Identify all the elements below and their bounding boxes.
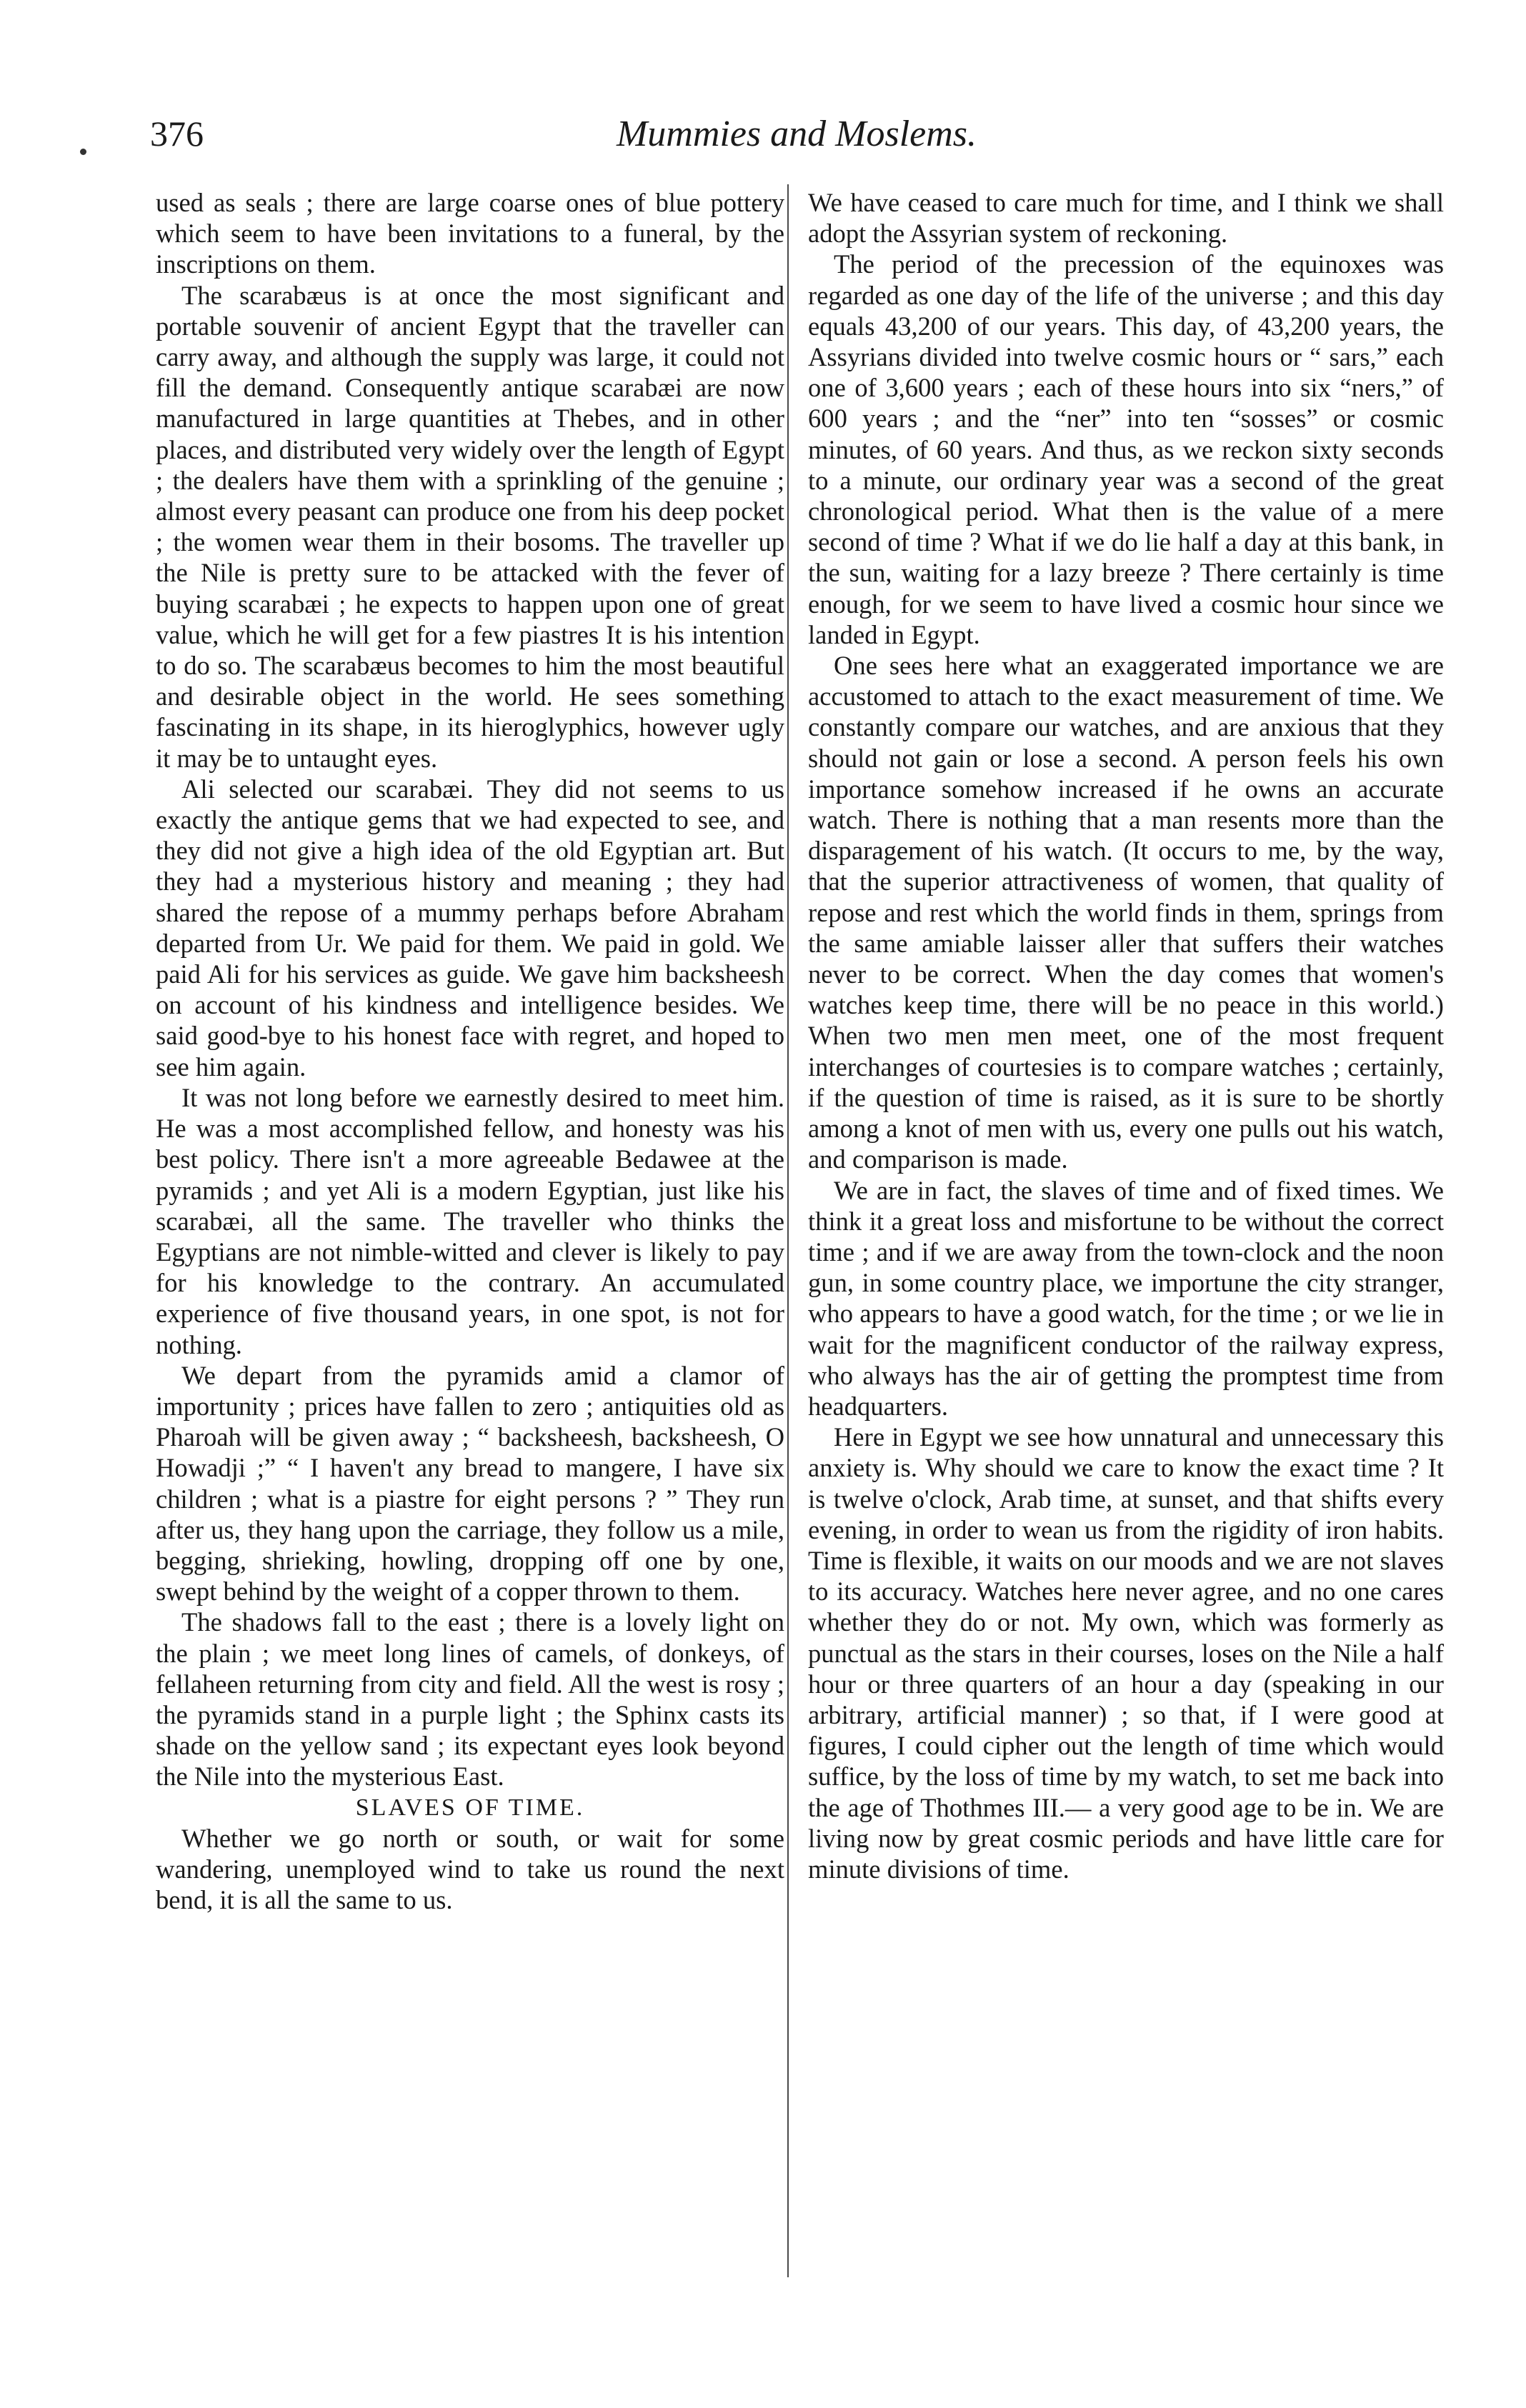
page-number: 376: [150, 114, 204, 154]
paragraph: used as seals ; there are large coarse ones of blue pottery which seem to have been invitations to a funeral, by the inscriptions on them.: [156, 188, 784, 279]
paragraph: One sees here what an exaggerated importance we are accustomed to attach to the exact measurement of time. We constantly compare our watches, and are anxious that they should not gain or lose a second. A person feels his own importance somehow increased if he owns an accurate watch. There is nothing that a man resents more than the disparagement of his watch. (It occurs to me, by the way, that the superior attractiveness of women, that quality of repose and rest which the world finds in them, springs from the same amiable laisser aller that suffers their watches never to be correct. When the day comes that women's watches keep time, there will be no peace in this world.) When two men men meet, one of the most frequent interchanges of courtesies is to compare watches ; certainly, if the question of time is raised, as it is sure to be shortly among a knot of men with us, every one pulls out his watch, and comparison is made.: [808, 651, 1444, 1174]
paragraph: We depart from the pyramids amid a clamor of importunity ; prices have fallen to zero ; antiquities old as Pharoah will be given away ; “ backsheesh, backsheesh, O Howadji ;” “ I haven't any bread to mangere, I have six children ; what is a piastre for eight persons ? ” They run after us, they hang upon the carriage, they follow us a mile, begging, shrieking, howling, dropping off one by one, swept behind by the weight of a copper thrown to them.: [156, 1360, 784, 1607]
column-divider: [787, 184, 789, 2277]
section-heading: SLAVES OF TIME.: [355, 1794, 585, 1821]
paragraph: We have ceased to care much for time, and I think we shall adopt the Assyrian system of reckoning.: [808, 188, 1444, 249]
paragraph: We are in fact, the slaves of time and of fixed times. We think it a great loss and misfortune to be without the correct time ; and if we are away from the town-clock and the noon gun, in some country place, we importune the city stranger, who appears to have a good watch, for the time ; or we lie in wait for the magnificent conductor of the railway express, who always has the air of getting the promptest time from headquarters.: [808, 1175, 1444, 1421]
paragraph: The shadows fall to the east ; there is a lovely light on the plain ; we meet long lines of camels, of donkeys, of fellaheen returning from city and field. All the west is rosy ; the pyramids stand in a purple light ; the Sphinx casts its shade on the yellow sand ; its expectant eyes look beyond the Nile into the mysterious East.: [156, 1607, 784, 1792]
paragraph: It was not long before we earnestly desired to meet him. He was a most accomplished fellow, and honesty was his best policy. There isn't a more agreeable Bedawee at the pyramids ; and yet Ali is a modern Egyptian, just like his scarabæi, all the same. The traveller who thinks the Egyptians are not nimble-witted and clever is likely to pay for his knowledge to the contrary. An accumulated experience of five thousand years, in one spot, is not for nothing.: [156, 1082, 784, 1359]
paragraph: The scarabæus is at once the most significant and portable souvenir of ancient Egypt that the traveller can carry away, and although the supply was large, it could not fill the demand. Consequently antique scarabæi are now manufactured in large quantities at Thebes, and in other places, and distributed very widely over the length of Egypt ; the dealers have them with a sprinkling of the genuine ; almost every peasant can produce one from his deep pocket ; the women wear them in their bosoms. The traveller up the Nile is pretty sure to be attacked with the fever of buying scarabæi ; he expects to happen upon one of great value, which he will get for a few piastres It is his intention to do so. The scarabæus becomes to him the most beautiful and desirable object in the world. He sees something fascinating in its shape, in its hieroglyphics, however ugly it may be to untaught eyes.: [156, 280, 784, 773]
right-column: [808, 187, 1444, 1884]
paragraph: Ali selected our scarabæi. They did not seems to us exactly the antique gems that we had expected to see, and they did not give a high idea of the old Egyptian art. But they had a mysterious history and meaning ; they had shared the repose of a mummy perhaps before Abraham departed from Ur. We paid for them. We paid in gold. We paid Ali for his services as guide. We gave him backsheesh on account of his kindness and intelligence besides. We said good-bye to his honest face with regret, and hoped to see him again.: [156, 774, 784, 1081]
ink-speck: [80, 149, 86, 155]
paragraph: Here in Egypt we see how unnatural and unnecessary this anxiety is. Why should we care to know the exact time ? It is twelve o'clock, Arab time, at sunset, and that shifts every evening, in order to wean us from the rigidity of iron habits. Time is flexible, it waits on our moods and we are not slaves to its accuracy. Watches here never agree, and no one cares whether they do or not. My own, which was formerly as punctual as the stars in their courses, loses on the Nile a half hour or three quarters of an hour a day (speaking in our arbitrary, artificial manner) ; so that, if I were good at figures, I could cipher out the length of time which would suffice, by the loss of time by my watch, to set me back into the age of Thothmes III.— a very good age to be in. We are living now by great cosmic periods and have little care for minute divisions of time.: [808, 1422, 1444, 1884]
paragraph: Whether we go north or south, or wait for some wandering, unemployed wind to take us round the next bend, it is all the same to us.: [156, 1823, 784, 1915]
page-header: [150, 113, 1443, 170]
left-column: [156, 187, 784, 1915]
paragraph: The period of the precession of the equinoxes was regarded as one day of the life of the universe ; and this day equals 43,200 of our years. This day, of 43,200 years, the Assyrians divided into twelve cosmic hours or “ sars,” each one of 3,600 years ; each of these hours into six “ners,” of 600 years ; and the “ner” into ten “sosses” or cosmic minutes, of 60 years. And thus, as we reckon sixty seconds to a minute, our ordinary year was a second of the great chronological period. What then is the value of a mere second of time ? What if we do lie half a day at this bank, in the sun, waiting for a lazy breeze ? There certainly is time enough, for we seem to have lived a cosmic hour since we landed in Egypt.: [808, 249, 1444, 649]
running-title: Mummies and Moslems.: [616, 114, 977, 154]
